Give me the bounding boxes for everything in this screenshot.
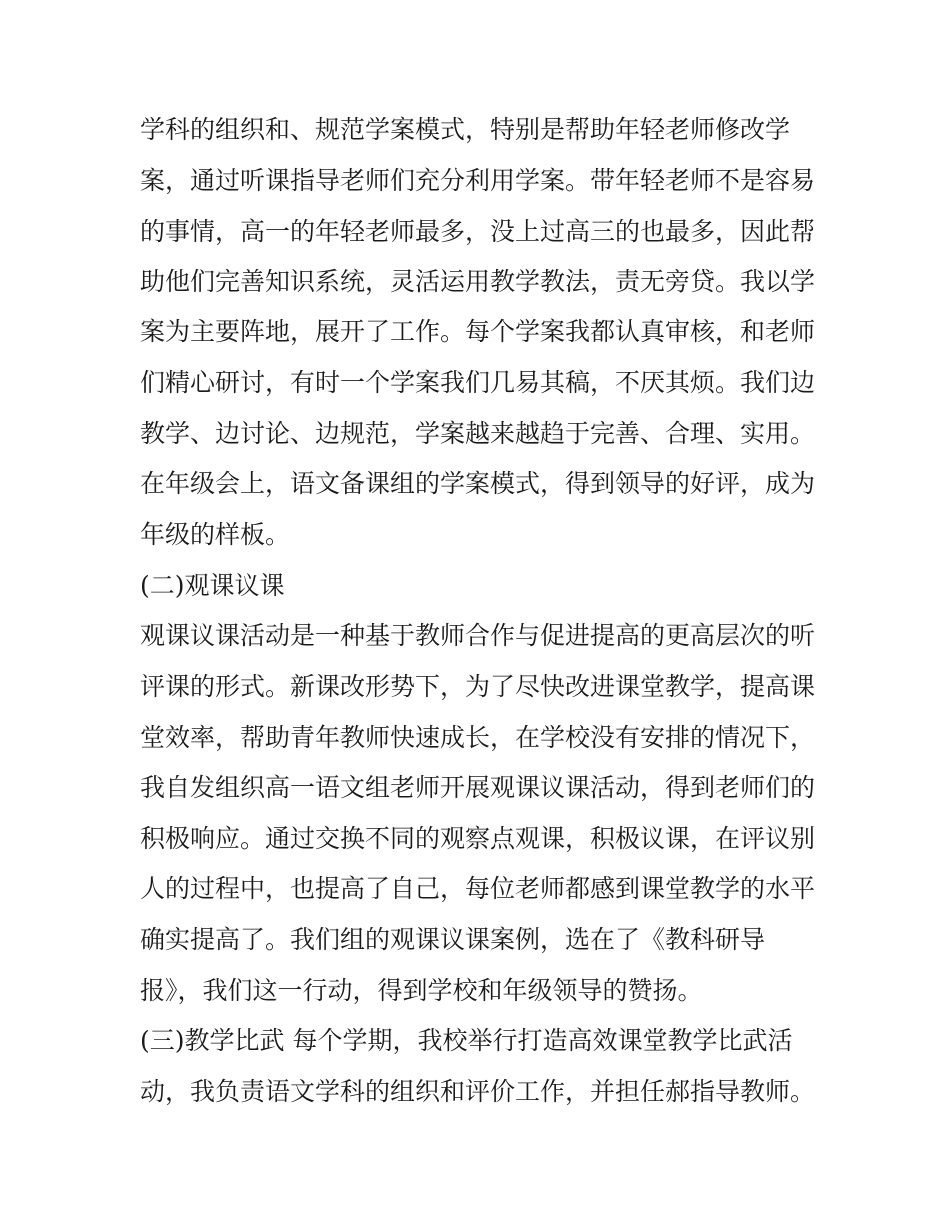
text-line: 的事情，高一的年轻老师最多，没上过高三的也最多，因此帮	[140, 217, 816, 246]
text-line: 观课议课活动是一种基于教师合作与促进提高的更高层次的听	[140, 621, 816, 650]
text-line: 堂效率，帮助青年教师快速成长，在学校没有安排的情况下，	[140, 723, 816, 752]
text-line: 学科的组织和、规范学案模式，特别是帮助年轻老师修改学	[140, 115, 791, 144]
text-line: 案，通过听课指导老师们充分利用学案。带年轻老师不是容易	[140, 166, 816, 195]
section-heading: (三)教学比武 每个学期，我校举行打造高效课堂教学比武活	[140, 1026, 793, 1055]
text-line: 教学、边讨论、边规范，学案越来越趋于完善、合理、实用。	[140, 419, 816, 448]
text-line: 们精心研讨，有时一个学案我们几易其稿，不厌其烦。我们边	[140, 368, 816, 397]
text-line: 年级的样板。	[140, 520, 291, 549]
text-line: 确实提高了。我们组的观课议课案例，选在了《教科研导	[140, 925, 766, 954]
text-line: 积极响应。通过交换不同的观察点观课，积极议课，在评议别	[140, 824, 816, 853]
text-line: 案为主要阵地，展开了工作。每个学案我都认真审核，和老师	[140, 317, 816, 346]
text-line: 我自发组织高一语文组老师开展观课议课活动，得到老师们的	[140, 773, 816, 802]
text-line: 人的过程中，也提高了自己，每位老师都感到课堂教学的水平	[140, 874, 816, 903]
section-heading: (二)观课议课	[140, 571, 285, 600]
text-line: 在年级会上，语文备课组的学案模式，得到领导的好评，成为	[140, 469, 816, 498]
text-line: 评课的形式。新课改形势下，为了尽快改进课堂教学，提高课	[140, 672, 816, 701]
text-line: 动，我负责语文学科的组织和评价工作，并担任郝指导教师。	[140, 1077, 816, 1106]
text-line: 助他们完善知识系统，灵活运用教学教法，责无旁贷。我以学	[140, 267, 816, 296]
text-line: 报》，我们这一行动，得到学校和年级领导的赞扬。	[140, 976, 703, 1005]
